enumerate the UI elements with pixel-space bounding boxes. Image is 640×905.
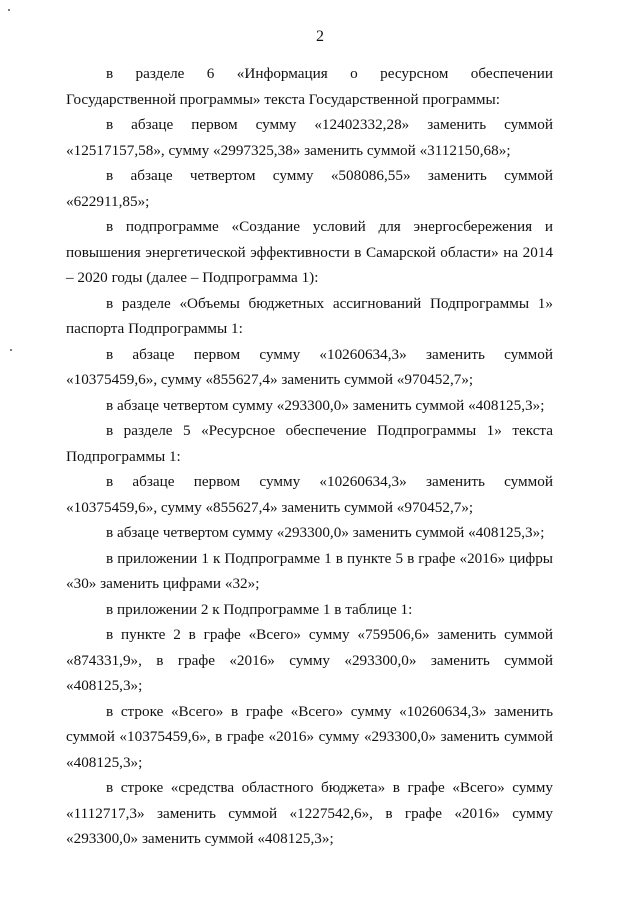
paragraph: в абзаце первом сумму «10260634,3» заменить суммой «10375459,6», сумму «855627,4» заменить суммой «970452,7»; (66, 345, 553, 388)
paragraph: в абзаце четвертом сумму «508086,55» заменить суммой «622911,85»; (66, 167, 553, 210)
paragraph: в разделе 5 «Ресурсное обеспечение Подпрограммы 1» текста Подпрограммы 1: (66, 422, 553, 465)
paragraph: в пункте 2 в графе «Всего» сумму «759506,6» заменить суммой «874331,9», в графе «2016» сумму «293300,0» заменить суммой «408125,3»; (66, 626, 553, 694)
paragraph: в строке «Всего» в графе «Всего» сумму «10260634,3» заменить суммой «10375459,6», в графе «2016» сумму «293300,0» заменить суммой «408125,3»; (66, 702, 553, 771)
paragraph: в приложении 2 к Подпрограмме 1 в таблице 1: (106, 600, 413, 618)
paragraph: в приложении 1 к Подпрограмме 1 в пункте 5 в графе «2016» цифры «30» заменить цифрами «32»; (66, 549, 553, 592)
paragraph: в абзаце четвертом сумму «293300,0» заменить суммой «408125,3»; (106, 524, 545, 541)
scan-speck (10, 349, 12, 351)
document-body (66, 61, 553, 852)
scan-speck (8, 9, 10, 11)
paragraph: в абзаце первом сумму «12402332,28» заменить суммой «12517157,58», сумму «2997325,38» заменить суммой «3112150,68»; (66, 116, 553, 159)
paragraph: в абзаце первом сумму «10260634,3» заменить суммой «10375459,6», сумму «855627,4» заменить суммой «970452,7»; (66, 473, 553, 516)
paragraph: в разделе «Объемы бюджетных ассигнований Подпрограммы 1» паспорта Подпрограммы 1: (66, 294, 553, 337)
paragraph: в строке «средства областного бюджета» в графе «Всего» сумму «1112717,3» заменить суммой «1227542,6», в графе «2016» сумму «293300,0» заменить суммой «408125,3»; (66, 779, 553, 847)
paragraph: в абзаце четвертом сумму «293300,0» заменить суммой «408125,3»; (106, 396, 545, 414)
paragraph: в разделе 6 «Информация о ресурсном обеспечении Государственной программы» текста Государственной программы: (66, 65, 553, 108)
paragraph: в подпрограмме «Создание условий для энергосбережения и повышения энергетической эффективности в Самарской области» на 2014 – 2020 годы (далее – Подпрограмма 1): (66, 218, 553, 286)
page-number: 2 (316, 28, 324, 45)
